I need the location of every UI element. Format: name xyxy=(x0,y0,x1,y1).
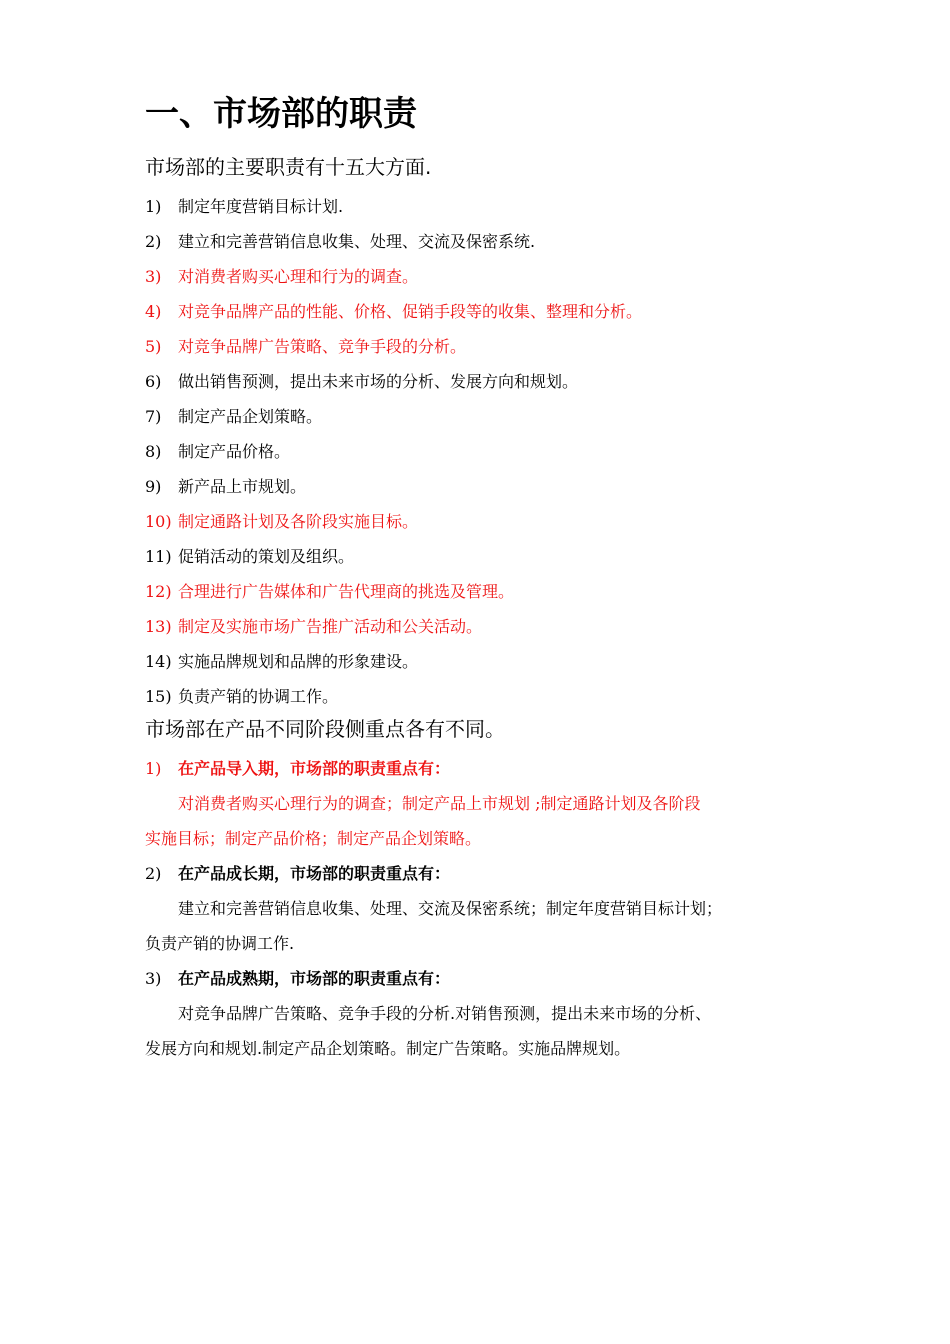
stage-heading xyxy=(145,754,450,784)
duty-number: 15) xyxy=(145,687,172,706)
duty-number: 10) xyxy=(145,512,172,531)
duty-item xyxy=(145,542,354,572)
duty-item xyxy=(145,437,290,467)
duty-item xyxy=(145,332,466,362)
stage-description-line: 负责产销的协调工作. xyxy=(145,934,295,953)
duty-text: 新产品上市规划。 xyxy=(178,477,307,496)
duty-item xyxy=(145,227,535,257)
duty-text: 制定年度营销目标计划. xyxy=(178,197,344,216)
duty-text: 促销活动的策划及组织。 xyxy=(178,547,355,566)
duty-item xyxy=(145,262,418,292)
duty-text: 制定及实施市场广告推广活动和公关活动。 xyxy=(178,617,483,636)
stage-description xyxy=(145,996,815,1066)
stage-description xyxy=(145,891,815,961)
duty-item xyxy=(145,647,418,677)
duty-text: 建立和完善营销信息收集、处理、交流及保密系统. xyxy=(178,232,536,251)
stage-number: 1) xyxy=(145,759,162,778)
stage-description-line: 实施目标；制定产品价格；制定产品企划策略。 xyxy=(145,829,482,848)
duty-item xyxy=(145,402,322,432)
stage-description-line: 发展方向和规划.制定产品企划策略。制定广告策略。实施品牌规划。 xyxy=(145,1039,631,1058)
duty-text: 对竞争品牌广告策略、竞争手段的分析。 xyxy=(178,337,467,356)
duty-text: 负责产销的协调工作。 xyxy=(178,687,339,706)
duty-text: 合理进行广告媒体和广告代理商的挑选及管理。 xyxy=(178,582,515,601)
stage-heading-text: 在产品成长期，市场部的职责重点有： xyxy=(178,864,451,883)
stage-number: 2) xyxy=(145,864,162,883)
duty-item xyxy=(145,297,642,327)
stage-heading-text: 在产品导入期，市场部的职责重点有： xyxy=(178,759,451,778)
stage-number: 3) xyxy=(145,969,162,988)
duty-item xyxy=(145,192,343,222)
duty-item xyxy=(145,577,514,607)
duty-number: 6) xyxy=(145,372,162,391)
duty-number: 12) xyxy=(145,582,172,601)
stage-description-line: 建立和完善营销信息收集、处理、交流及保密系统；制定年度营销目标计划； xyxy=(178,899,723,918)
duty-text: 制定产品价格。 xyxy=(178,442,291,461)
duty-number: 2) xyxy=(145,232,162,251)
page-title: 一、市场部的职责 xyxy=(145,94,417,134)
stage-description xyxy=(145,786,815,856)
duty-number: 8) xyxy=(145,442,162,461)
duty-item xyxy=(145,472,306,502)
duty-number: 7) xyxy=(145,407,162,426)
duty-text: 做出销售预测，提出未来市场的分析、发展方向和规划。 xyxy=(178,372,579,391)
duty-text: 对竞争品牌产品的性能、价格、促销手段等的收集、整理和分析。 xyxy=(178,302,643,321)
duty-number: 5) xyxy=(145,337,162,356)
duty-item xyxy=(145,507,418,537)
duty-number: 14) xyxy=(145,652,172,671)
stage-description-line: 对竞争品牌广告策略、竞争手段的分析.对销售预测，提出未来市场的分析、 xyxy=(178,1004,712,1023)
stages-heading: 市场部在产品不同阶段侧重点各有不同。 xyxy=(145,717,505,741)
duty-number: 4) xyxy=(145,302,162,321)
duty-text: 制定产品企划策略。 xyxy=(178,407,323,426)
duty-number: 13) xyxy=(145,617,172,636)
duty-text: 制定通路计划及各阶段实施目标。 xyxy=(178,512,419,531)
duty-number: 9) xyxy=(145,477,162,496)
stage-heading xyxy=(145,859,450,889)
stage-heading xyxy=(145,964,450,994)
duties-heading: 市场部的主要职责有十五大方面. xyxy=(145,155,432,179)
duty-text: 实施品牌规划和品牌的形象建设。 xyxy=(178,652,419,671)
duty-item xyxy=(145,367,578,397)
duty-item xyxy=(145,612,482,642)
duty-text: 对消费者购买心理和行为的调查。 xyxy=(178,267,419,286)
duty-number: 11) xyxy=(145,547,172,566)
duty-number: 3) xyxy=(145,267,162,286)
stage-description-line: 对消费者购买心理行为的调查；制定产品上市规划 ;制定通路计划及各阶段 xyxy=(178,794,701,813)
duty-number: 1) xyxy=(145,197,162,216)
stage-heading-text: 在产品成熟期，市场部的职责重点有： xyxy=(178,969,451,988)
duty-item xyxy=(145,682,338,712)
